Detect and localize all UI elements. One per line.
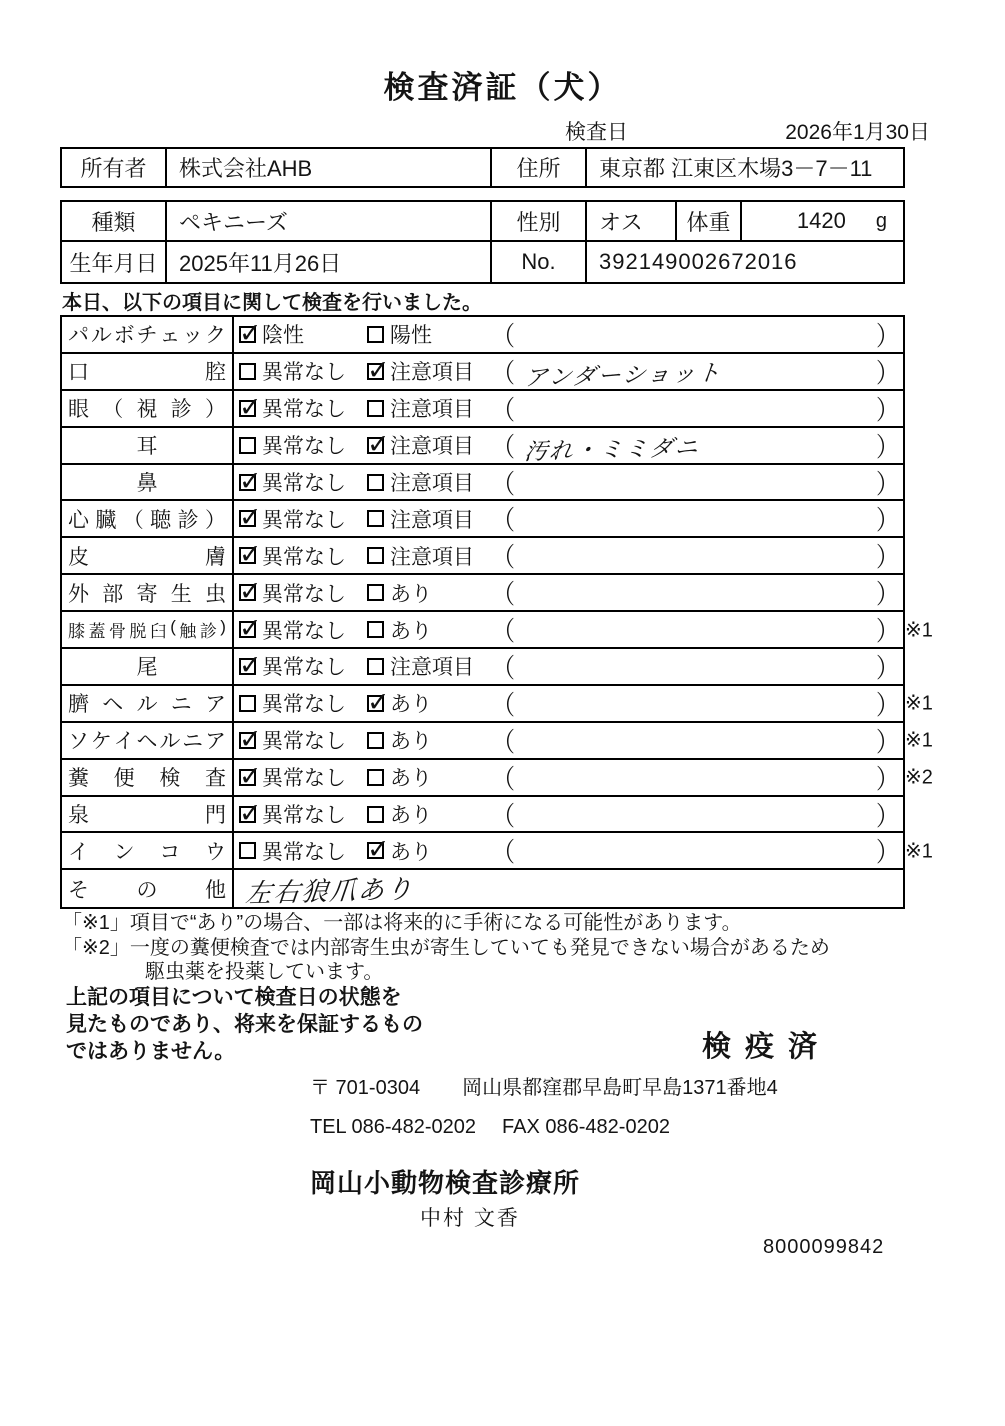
result-option-1 xyxy=(239,317,304,352)
fax-number: FAX 086-482-0202 xyxy=(502,1116,670,1138)
close-paren-icon: ） xyxy=(876,690,899,721)
inspection-row xyxy=(62,760,933,797)
inspection-item xyxy=(62,501,234,536)
inspection-item xyxy=(62,723,234,758)
open-paren-icon: （ xyxy=(492,358,515,389)
handwritten-note: 左右狼爪あり xyxy=(244,874,416,909)
option-label: あり xyxy=(390,693,432,717)
inspection-row xyxy=(62,538,903,575)
result-options xyxy=(234,354,903,389)
close-paren-icon: ） xyxy=(876,542,899,573)
result-option-2 xyxy=(367,797,432,832)
result-option-1 xyxy=(239,760,346,795)
checkbox-icon[interactable] xyxy=(239,437,256,454)
inspection-date-label: 検査日 xyxy=(565,121,628,144)
checkbox-icon[interactable] xyxy=(239,658,256,675)
inspection-row xyxy=(62,575,903,612)
inspection-item xyxy=(62,797,234,832)
inspection-result xyxy=(234,428,903,463)
inspection-result xyxy=(234,501,903,536)
open-paren-icon: （ xyxy=(492,763,515,794)
remark-text: 汚れ・ミミダニ xyxy=(523,433,702,465)
remark-field xyxy=(492,686,899,721)
birth-value: 2025年11月26日 xyxy=(167,242,492,282)
result-option-2 xyxy=(367,649,474,684)
inspection-item-label: 耳 xyxy=(136,435,158,459)
inspection-result xyxy=(234,317,903,352)
inspection-item xyxy=(62,391,234,426)
inspection-result xyxy=(234,723,903,758)
close-paren-icon: ） xyxy=(876,837,899,868)
address-value: 東京都 江東区木場3－7－11 xyxy=(599,156,873,181)
option-label: あり xyxy=(390,804,432,828)
result-option-1 xyxy=(239,428,346,463)
footnote-mark: ※1 xyxy=(905,729,933,752)
remark-text: アンダーショット xyxy=(523,359,724,391)
close-paren-icon: ） xyxy=(876,616,899,647)
result-options xyxy=(234,723,903,758)
disclaimer-text xyxy=(66,984,423,1065)
owner-table xyxy=(60,147,905,188)
option-label: 異常なし xyxy=(262,472,346,495)
result-options xyxy=(234,612,903,647)
no-label: No. xyxy=(492,242,587,282)
checkbox-icon[interactable] xyxy=(367,437,384,454)
checkbox-icon[interactable] xyxy=(367,510,384,527)
result-option-2 xyxy=(367,612,432,647)
option-label: あり xyxy=(390,767,432,791)
inspection-result xyxy=(234,649,903,684)
remark-field xyxy=(492,833,899,868)
close-paren-icon: ） xyxy=(876,579,899,610)
close-paren-icon: ） xyxy=(876,431,899,462)
inspection-result xyxy=(234,465,903,500)
checkbox-icon[interactable] xyxy=(239,326,256,343)
result-option-2 xyxy=(367,723,432,758)
breed-value: ペキニーズ xyxy=(167,202,492,240)
footnote-1: 「※1」項目で“あり”の場合、一部は将来的に手術になる可能性があります。 xyxy=(62,912,742,934)
option-label: 異常なし xyxy=(262,398,346,422)
checkbox-icon[interactable] xyxy=(239,842,256,859)
open-paren-icon: （ xyxy=(492,653,515,684)
birth-label: 生年月日 xyxy=(62,242,167,282)
checkbox-icon[interactable] xyxy=(239,769,256,786)
footnote-mark: ※2 xyxy=(905,766,933,789)
open-paren-icon: （ xyxy=(492,468,515,499)
result-options xyxy=(234,686,903,721)
inspection-item xyxy=(62,870,234,907)
inspection-item xyxy=(62,428,234,463)
option-label: 注意項目 xyxy=(390,435,474,459)
result-option-2 xyxy=(367,833,432,868)
checkbox-icon[interactable] xyxy=(367,732,384,749)
inspection-item-label: 膝 蓋 骨 脱 臼 ( 触 診 ) xyxy=(68,617,226,642)
option-label: 異常なし xyxy=(262,693,346,717)
remark-field xyxy=(492,612,899,647)
result-options xyxy=(234,649,903,684)
remark-field xyxy=(492,501,899,536)
inspection-item-label: 心 臓 （ 聴 診 ） xyxy=(68,508,226,532)
result-option-2 xyxy=(367,465,474,500)
inspection-item xyxy=(62,649,234,684)
inspection-row xyxy=(62,354,903,391)
checkbox-icon[interactable] xyxy=(367,326,384,343)
option-label: 陽性 xyxy=(390,324,432,348)
inspection-item-label: 臍 ヘ ル ニ ア xyxy=(68,693,226,717)
inspection-result xyxy=(234,354,903,389)
inspection-item-label: 鼻 xyxy=(136,472,158,495)
disclaimer-line-3: ではありません。 xyxy=(66,1040,236,1063)
owner-label: 所有者 xyxy=(62,149,167,186)
inspection-item-label: ソ ケ イ ヘ ル ニ ア xyxy=(68,730,226,754)
result-option-2 xyxy=(367,317,432,352)
inspection-row xyxy=(62,612,933,649)
result-options xyxy=(234,538,903,573)
inspection-item xyxy=(62,465,234,500)
inspection-result xyxy=(234,686,903,721)
remark-field xyxy=(492,391,899,426)
open-paren-icon: （ xyxy=(492,321,515,352)
result-option-1 xyxy=(239,354,346,389)
pet-info-row-1 xyxy=(62,202,903,242)
option-label: 異常なし xyxy=(262,619,346,643)
option-label: あり xyxy=(390,619,432,643)
checkbox-icon[interactable] xyxy=(239,621,256,638)
open-paren-icon: （ xyxy=(492,542,515,573)
weight-unit: g xyxy=(875,209,887,232)
close-paren-icon: ） xyxy=(876,505,899,536)
option-label: 異常なし xyxy=(262,582,346,606)
result-options xyxy=(234,575,903,610)
inspection-row xyxy=(62,649,903,686)
inspection-row xyxy=(62,686,933,723)
open-paren-icon: （ xyxy=(492,505,515,536)
option-label: 異常なし xyxy=(262,656,346,680)
open-paren-icon: （ xyxy=(492,800,515,831)
inspection-row xyxy=(62,723,933,760)
quarantine-stamp: 検疫済 xyxy=(702,1031,832,1063)
result-option-1 xyxy=(239,391,346,426)
option-label: 異常なし xyxy=(262,508,346,532)
open-paren-icon: （ xyxy=(492,394,515,425)
remark-field xyxy=(492,317,899,352)
result-option-2 xyxy=(367,428,474,463)
clinic-contact-line xyxy=(310,1116,670,1139)
result-option-1 xyxy=(239,723,346,758)
result-option-2 xyxy=(367,575,432,610)
inspection-item-label: そ の 他 xyxy=(68,878,226,902)
checkbox-icon[interactable] xyxy=(367,363,384,380)
sex-label: 性別 xyxy=(492,202,587,240)
inspection-row xyxy=(62,428,903,465)
result-option-1 xyxy=(239,575,346,610)
tel-number: TEL 086-482-0202 xyxy=(310,1116,477,1138)
inspection-item xyxy=(62,575,234,610)
inspection-item xyxy=(62,354,234,389)
inspection-item xyxy=(62,317,234,352)
inspection-row xyxy=(62,317,903,354)
inspection-item-label: 泉 門 xyxy=(68,804,226,828)
option-label: あり xyxy=(390,840,432,864)
result-options xyxy=(234,501,903,536)
inspection-item xyxy=(62,686,234,721)
inspection-result xyxy=(234,797,903,832)
remark-field xyxy=(492,354,899,389)
option-label: 陰性 xyxy=(262,324,304,348)
option-label: 注意項目 xyxy=(390,472,474,495)
inspection-item-label: 眼 （ 視 診 ） xyxy=(68,398,226,422)
option-label: 異常なし xyxy=(262,435,346,459)
statement-text: 本日、以下の項目に関して検査を行いました。 xyxy=(62,292,482,314)
inspection-item xyxy=(62,538,234,573)
option-label: 異常なし xyxy=(262,804,346,828)
result-options xyxy=(234,797,903,832)
open-paren-icon: （ xyxy=(492,690,515,721)
inspection-row xyxy=(62,833,933,870)
inspection-item-label: 皮 膚 xyxy=(68,545,226,569)
inspection-item-label: 糞 便 検 査 xyxy=(68,767,226,791)
checkbox-icon[interactable] xyxy=(239,363,256,380)
inspection-row xyxy=(62,465,903,502)
page-title: 検査済証（犬） xyxy=(383,70,622,105)
remark-field xyxy=(492,465,899,500)
inspection-result xyxy=(234,833,903,868)
result-option-1 xyxy=(239,612,346,647)
remark-field xyxy=(492,538,899,573)
inspection-row xyxy=(62,501,903,538)
checkbox-icon[interactable] xyxy=(367,806,384,823)
clinic-address-line xyxy=(310,1071,778,1100)
inspection-item-label: イ ン コ ウ xyxy=(68,840,226,864)
result-option-1 xyxy=(239,501,346,536)
checkbox-icon[interactable] xyxy=(367,842,384,859)
option-label: あり xyxy=(390,582,432,606)
footnotes xyxy=(62,911,830,985)
option-label: 注意項目 xyxy=(390,398,474,422)
checkbox-icon[interactable] xyxy=(367,769,384,786)
inspection-item xyxy=(62,833,234,868)
result-option-1 xyxy=(239,686,346,721)
result-option-1 xyxy=(239,797,346,832)
footnote-2: 「※2」一度の糞便検査では内部寄生虫が寄生していても発見できない場合があるため xyxy=(62,936,830,959)
remark-field xyxy=(492,428,899,463)
inspection-row xyxy=(62,870,903,907)
checkbox-icon[interactable] xyxy=(367,621,384,638)
clinic-name: 岡山小動物検査診療所 xyxy=(310,1168,581,1198)
examiner-name: 中村 文香 xyxy=(420,1207,520,1230)
inspection-result xyxy=(234,575,903,610)
inspection-item-label: パ ル ボ チ ェ ッ ク xyxy=(68,324,226,348)
serial-number: 8000099842 xyxy=(763,1236,885,1258)
close-paren-icon: ） xyxy=(876,321,899,352)
sex-value: オス xyxy=(587,202,677,240)
close-paren-icon: ） xyxy=(876,394,899,425)
option-label: 異常なし xyxy=(262,840,346,864)
remark-field xyxy=(492,575,899,610)
close-paren-icon: ） xyxy=(876,653,899,684)
option-label: 異常なし xyxy=(262,767,346,791)
result-option-2 xyxy=(367,538,474,573)
result-options xyxy=(234,833,903,868)
no-value: 392149002672016 xyxy=(599,249,798,274)
option-label: 注意項目 xyxy=(390,508,474,532)
address-label: 住所 xyxy=(492,149,587,186)
result-option-1 xyxy=(239,465,346,500)
footnote-mark: ※1 xyxy=(905,619,933,642)
open-paren-icon: （ xyxy=(492,579,515,610)
weight-label: 体重 xyxy=(677,202,742,240)
address-text: 岡山県都窪郡早島町早島1371番地4 xyxy=(462,1077,778,1099)
disclaimer-line-2: 見たものであり、将来を保証するもの xyxy=(66,1013,423,1036)
open-paren-icon: （ xyxy=(492,616,515,647)
result-option-2 xyxy=(367,686,432,721)
postal-code: 〒 701-0304 xyxy=(310,1077,421,1099)
result-option-2 xyxy=(367,501,474,536)
inspection-result xyxy=(234,391,903,426)
checkbox-icon[interactable] xyxy=(367,474,384,491)
result-option-2 xyxy=(367,354,474,389)
close-paren-icon: ） xyxy=(876,800,899,831)
breed-label: 種類 xyxy=(62,202,167,240)
checkbox-icon[interactable] xyxy=(367,658,384,675)
close-paren-icon: ） xyxy=(876,727,899,757)
checkbox-icon[interactable] xyxy=(367,400,384,417)
result-options xyxy=(234,391,903,426)
open-paren-icon: （ xyxy=(492,727,515,757)
footnote-mark: ※1 xyxy=(905,692,933,715)
remark-field xyxy=(492,760,899,795)
owner-value: 株式会社AHB xyxy=(167,149,492,186)
weight-number: 1420 xyxy=(796,208,846,233)
checkbox-icon[interactable] xyxy=(239,510,256,527)
result-option-1 xyxy=(239,649,346,684)
checkbox-icon[interactable] xyxy=(239,584,256,601)
checkbox-icon[interactable] xyxy=(239,695,256,712)
result-options xyxy=(234,428,903,463)
remark-field xyxy=(492,797,899,832)
result-option-2 xyxy=(367,391,474,426)
remark-field xyxy=(492,649,899,684)
open-paren-icon: （ xyxy=(492,431,515,462)
checkbox-icon[interactable] xyxy=(239,732,256,749)
option-label: 注意項目 xyxy=(390,656,474,680)
inspection-date-line xyxy=(565,116,930,146)
open-paren-icon: （ xyxy=(492,837,515,868)
inspection-row xyxy=(62,797,903,834)
result-options xyxy=(234,760,903,795)
pet-info-table xyxy=(60,200,905,284)
option-label: 注意項目 xyxy=(390,361,474,385)
inspection-date-value: 2026年1月30日 xyxy=(785,121,930,144)
checkbox-icon[interactable] xyxy=(239,474,256,491)
checkbox-icon[interactable] xyxy=(239,806,256,823)
checkbox-icon[interactable] xyxy=(367,547,384,564)
close-paren-icon: ） xyxy=(876,763,899,794)
inspection-result xyxy=(234,870,903,907)
footnote-mark: ※1 xyxy=(905,840,933,863)
checkbox-icon[interactable] xyxy=(367,695,384,712)
inspection-item-label: 外 部 寄 生 虫 xyxy=(68,582,226,606)
close-paren-icon: ） xyxy=(876,358,899,389)
result-options xyxy=(234,317,903,352)
remark-field xyxy=(492,723,899,758)
option-label: 異常なし xyxy=(262,730,346,754)
inspection-item-label: 口 腔 xyxy=(68,361,226,385)
inspection-item xyxy=(62,612,234,647)
pet-info-row-2 xyxy=(62,242,903,282)
result-options xyxy=(234,465,903,500)
option-label: 異常なし xyxy=(262,545,346,569)
option-label: 注意項目 xyxy=(390,545,474,569)
weight-value xyxy=(742,202,903,240)
inspection-result xyxy=(234,760,903,795)
option-label: 異常なし xyxy=(262,361,346,385)
checkbox-icon[interactable] xyxy=(239,400,256,417)
result-option-1 xyxy=(239,833,346,868)
footnote-2-continued: 駆虫薬を投薬しています。 xyxy=(145,961,384,983)
result-option-2 xyxy=(367,760,432,795)
inspection-item xyxy=(62,760,234,795)
inspection-row xyxy=(62,391,903,428)
inspection-item-label: 尾 xyxy=(136,656,158,680)
inspection-result xyxy=(234,612,903,647)
disclaimer-line-1: 上記の項目について検査日の状態を xyxy=(66,986,402,1009)
checkbox-icon[interactable] xyxy=(367,584,384,601)
inspection-result xyxy=(234,538,903,573)
inspection-table xyxy=(60,315,933,909)
checkbox-icon[interactable] xyxy=(239,547,256,564)
option-label: あり xyxy=(390,730,432,754)
result-option-1 xyxy=(239,538,346,573)
close-paren-icon: ） xyxy=(876,468,899,499)
